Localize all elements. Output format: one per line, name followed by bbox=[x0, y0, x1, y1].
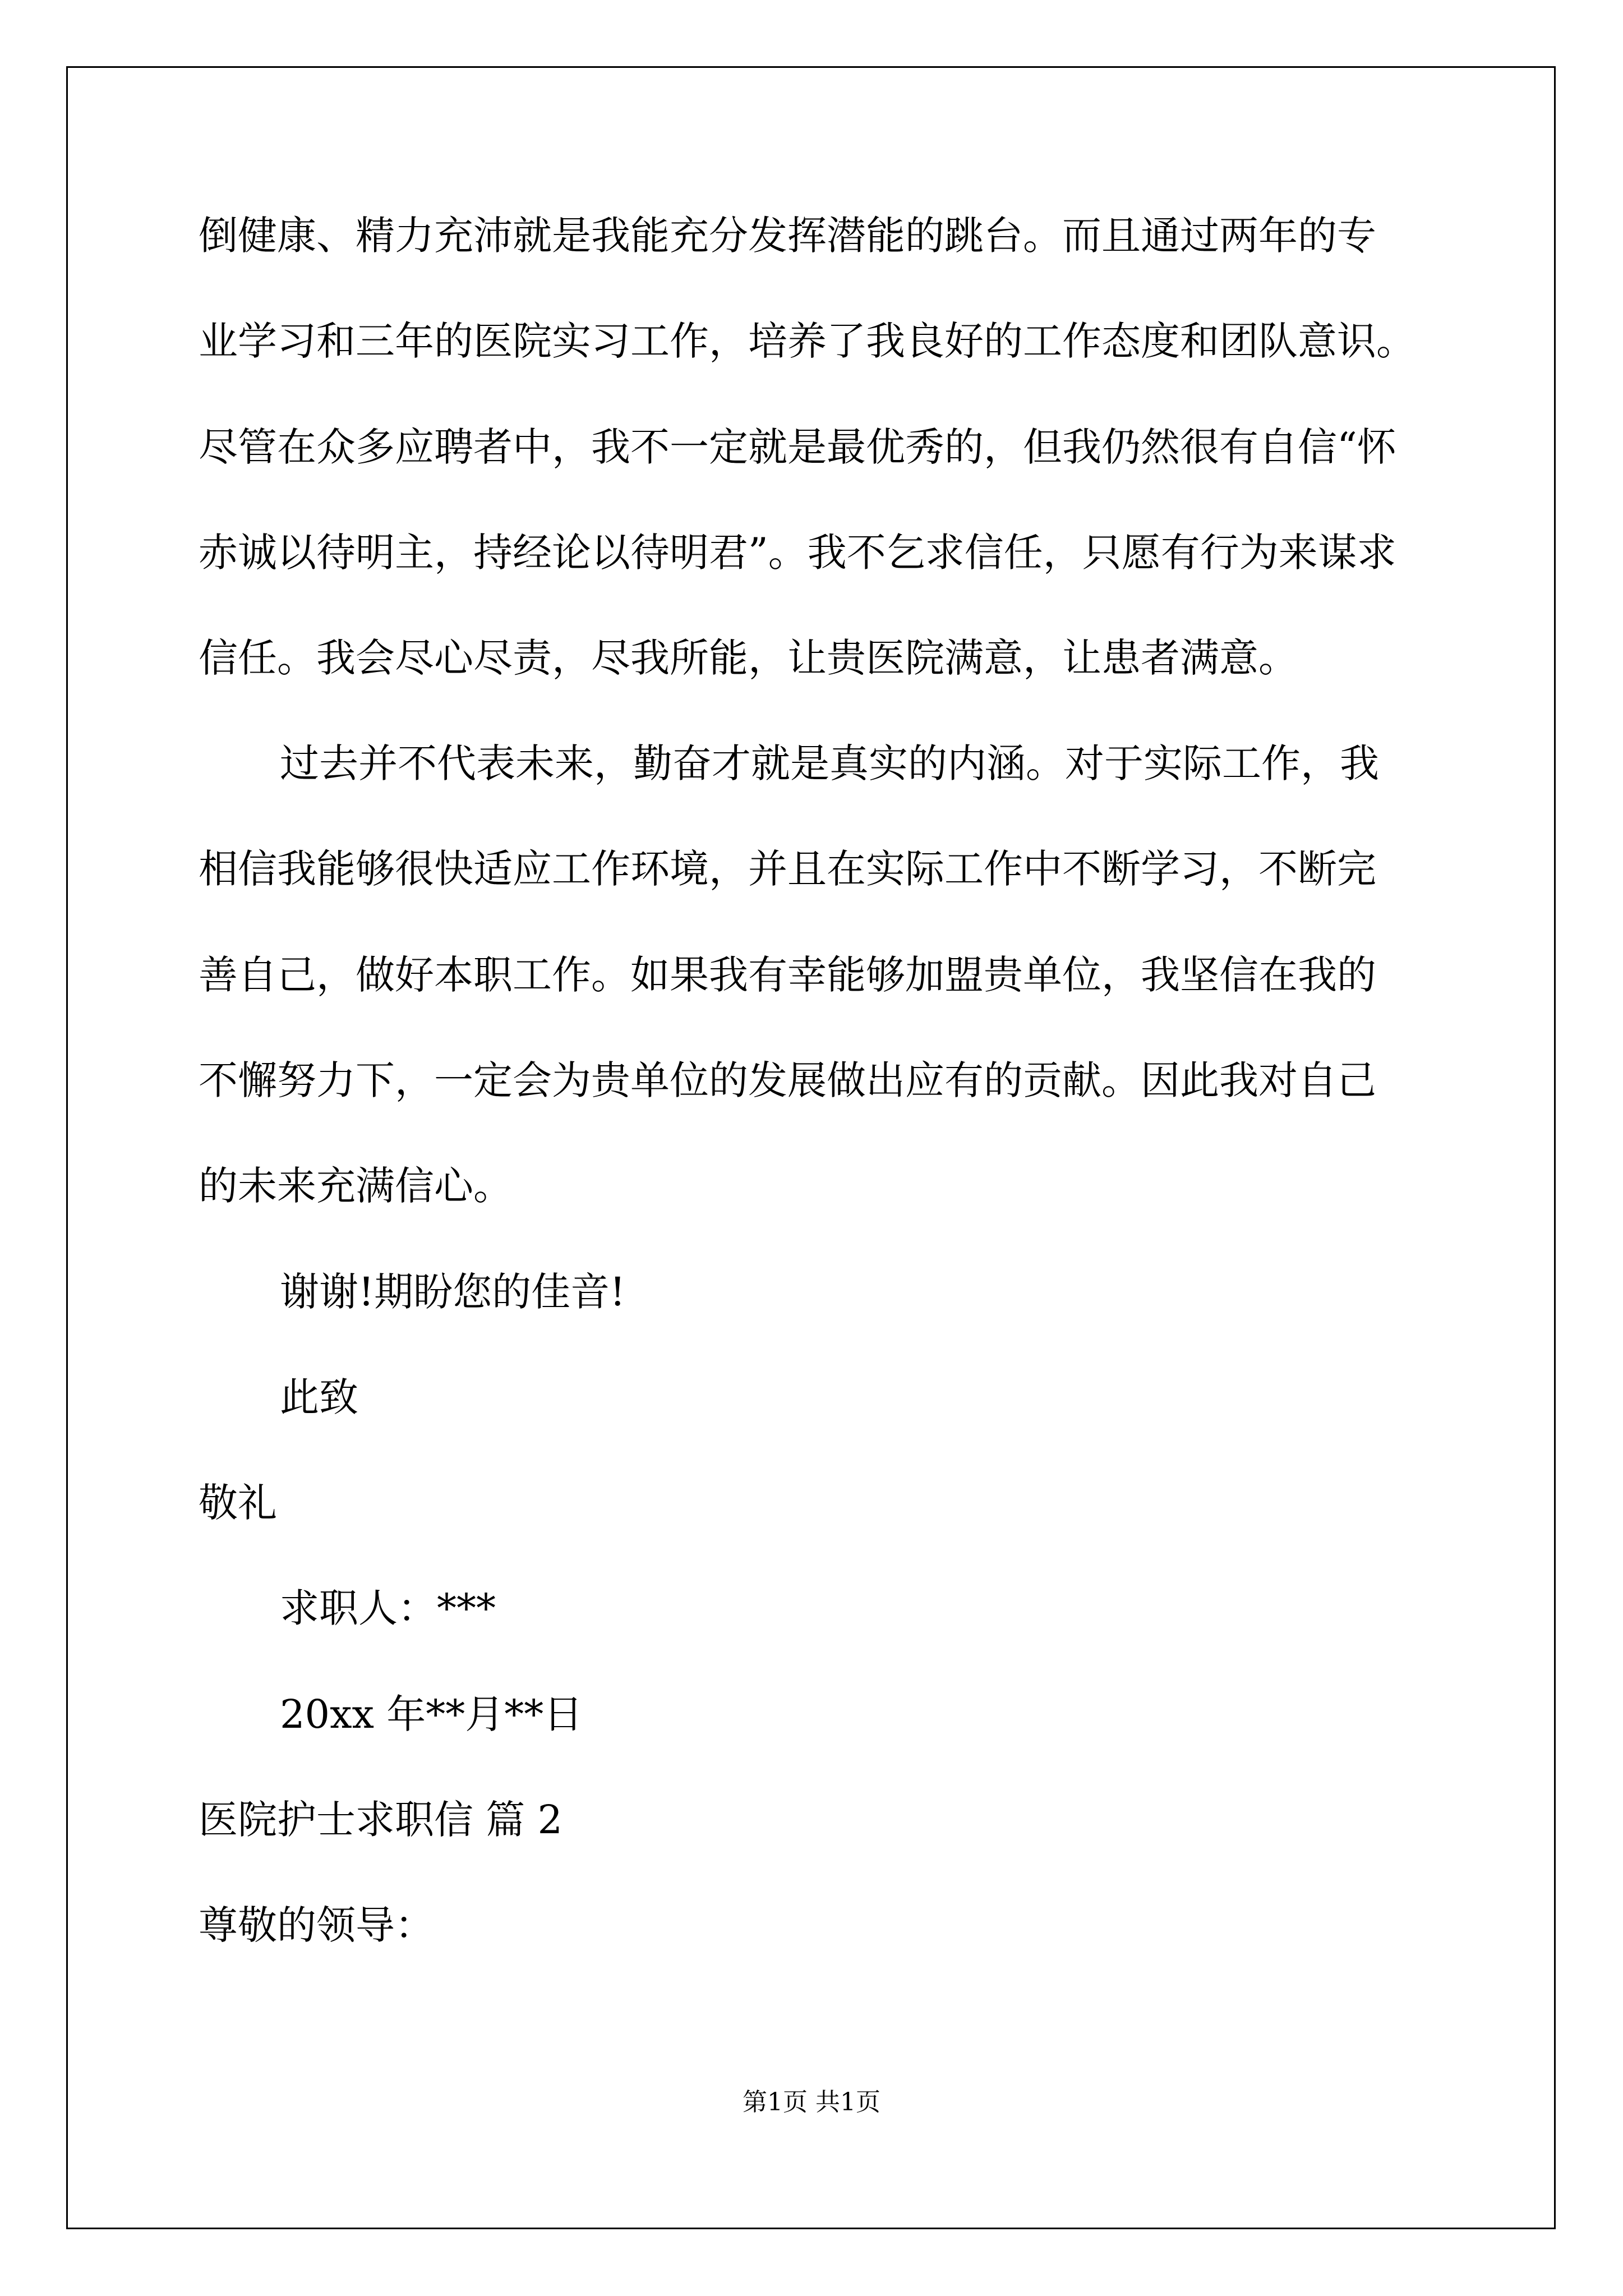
thanks-line: 谢谢!期盼您的佳音! bbox=[280, 1269, 626, 1315]
body-line-5: 信任。我会尽心尽责，尽我所能，让贵医院满意，让患者满意。 bbox=[199, 635, 1298, 681]
body-line-10: 的未来充满信心。 bbox=[199, 1163, 513, 1209]
body-line-1: 倒健康、精力充沛就是我能充分发挥潜能的跳台。而且通过两年的专 bbox=[199, 213, 1376, 259]
letter-date: 20xx 年**月**日 bbox=[280, 1691, 583, 1737]
body-line-8: 善自己，做好本职工作。如果我有幸能够加盟贵单位，我坚信在我的 bbox=[199, 952, 1376, 998]
body-line-9: 不懈努力下，一定会为贵单位的发展做出应有的贡献。因此我对自己 bbox=[199, 1057, 1376, 1103]
closing-salutation: 此致 bbox=[280, 1374, 358, 1420]
body-line-2: 业学习和三年的医院实习工作，培养了我良好的工作态度和团队意识。 bbox=[199, 318, 1415, 364]
section-title: 医院护士求职信 篇 2 bbox=[199, 1797, 563, 1843]
closing-regards: 敬礼 bbox=[199, 1480, 277, 1526]
page-footer: 第1页 共1页 bbox=[743, 2088, 880, 2116]
body-line-7: 相信我能够很快适应工作环境，并且在实际工作中不断学习，不断完 bbox=[199, 846, 1376, 892]
body-line-4: 赤诚以待明主，持经论以待明君”。我不乞求信任，只愿有行为来谋求 bbox=[199, 530, 1396, 576]
applicant-signature: 求职人：*** bbox=[280, 1585, 496, 1631]
greeting-line: 尊敬的领导： bbox=[199, 1902, 434, 1948]
body-line-6: 过去并不代表未来，勤奋才就是真实的内涵。对于实际工作，我 bbox=[280, 740, 1379, 786]
body-line-3: 尽管在众多应聘者中，我不一定就是最优秀的，但我仍然很有自信“怀 bbox=[199, 424, 1396, 470]
